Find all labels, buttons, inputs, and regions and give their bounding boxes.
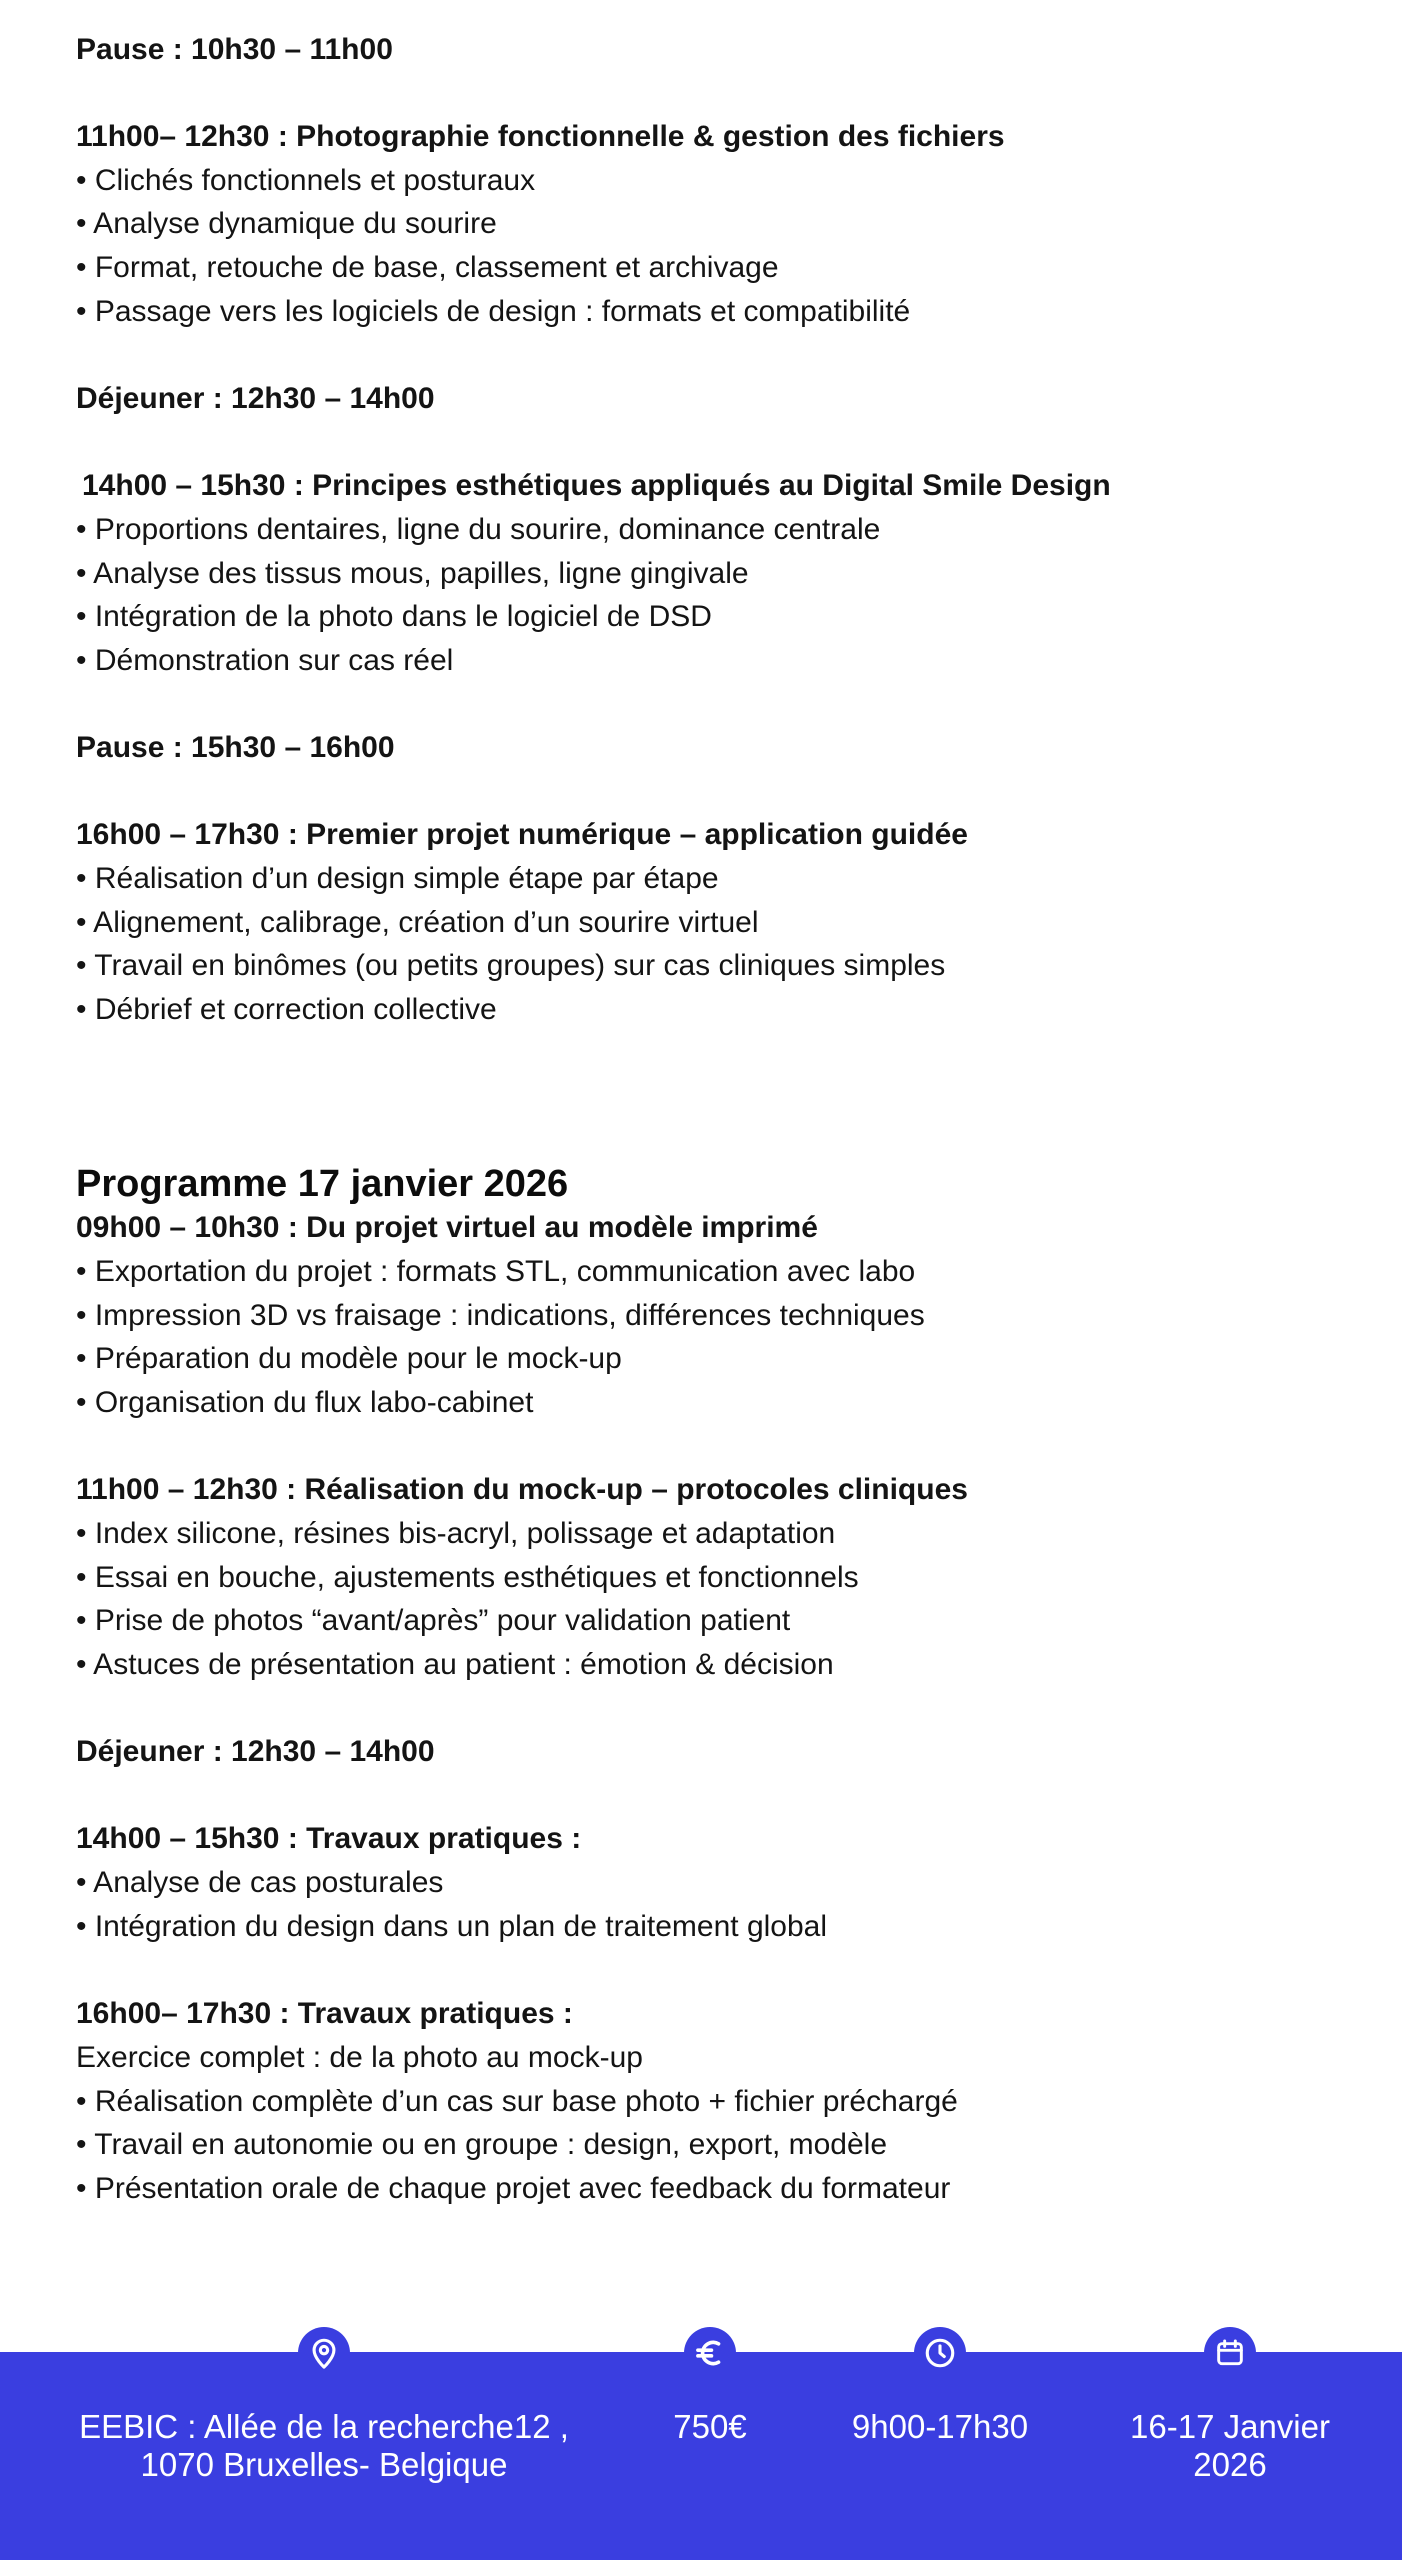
program-day-heading: Programme 17 janvier 2026 (76, 1163, 569, 1205)
list-item: • Débrief et correction collective (76, 993, 497, 1026)
list-item: • Astuces de présentation au patient : émotion & décision (76, 1648, 834, 1681)
list-item: • Passage vers les logiciels de design : formats et compatibilité (76, 295, 911, 328)
list-item: • Présentation orale de chaque projet avec feedback du formateur (76, 2172, 951, 2205)
price-text: 750€ (673, 2408, 747, 2445)
info-footer (0, 2352, 1402, 2560)
session-title: 14h00 – 15h30 : Principes esthétiques appliqués au Digital Smile Design (82, 469, 1111, 502)
list-item: • Analyse des tissus mous, papilles, ligne gingivale (76, 557, 749, 590)
list-item: • Réalisation complète d’un cas sur base photo + fichier préchargé (76, 2085, 958, 2118)
date-line2: 2026 (1193, 2446, 1267, 2483)
list-item: • Préparation du modèle pour le mock-up (76, 1342, 622, 1375)
location-line1: EEBIC : Allée de la recherche12 , (79, 2408, 569, 2445)
location-line2: 1070 Bruxelles- Belgique (140, 2446, 508, 2483)
list-item: • Alignement, calibrage, création d’un sourire virtuel (76, 906, 759, 939)
list-item: • Index silicone, résines bis-acryl, polissage et adaptation (76, 1517, 836, 1550)
map-pin-icon (298, 2327, 350, 2379)
list-item: • Démonstration sur cas réel (76, 644, 454, 677)
clock-icon (914, 2327, 966, 2379)
session-title: 09h00 – 10h30 : Du projet virtuel au modèle imprimé (76, 1211, 818, 1244)
lunch-heading: Déjeuner : 12h30 – 14h00 (76, 1735, 435, 1768)
list-item: • Clichés fonctionnels et posturaux (76, 164, 536, 197)
list-item: • Analyse dynamique du sourire (76, 207, 497, 240)
date-line1: 16-17 Janvier (1130, 2408, 1330, 2445)
list-item: • Intégration du design dans un plan de traitement global (76, 1910, 828, 1943)
pause-heading: Pause : 15h30 – 16h00 (76, 731, 395, 764)
list-item: • Organisation du flux labo-cabinet (76, 1386, 534, 1419)
session-title: 14h00 – 15h30 : Travaux pratiques : (76, 1822, 582, 1855)
list-item: • Réalisation d’un design simple étape par étape (76, 862, 719, 895)
hours-text: 9h00-17h30 (851, 2408, 1029, 2445)
list-item: • Impression 3D vs fraisage : indications, différences techniques (76, 1299, 925, 1332)
euro-icon (684, 2327, 736, 2379)
session-title: 11h00– 12h30 : Photographie fonctionnelle & gestion des fichiers (76, 120, 1005, 153)
pause-heading: Pause : 10h30 – 11h00 (76, 33, 393, 66)
list-item: • Travail en autonomie ou en groupe : design, export, modèle (76, 2128, 888, 2161)
session-title: 16h00 – 17h30 : Premier projet numérique – application guidée (76, 818, 968, 851)
session-title: 16h00– 17h30 : Travaux pratiques : (76, 1997, 573, 2030)
list-item: • Prise de photos “avant/après” pour validation patient (76, 1604, 791, 1637)
session-title: 11h00 – 12h30 : Réalisation du mock-up – protocoles cliniques (76, 1473, 968, 1506)
list-item: • Exportation du projet : formats STL, communication avec labo (76, 1255, 916, 1288)
lunch-heading: Déjeuner : 12h30 – 14h00 (76, 382, 435, 415)
session-subtitle: Exercice complet : de la photo au mock-up (76, 2041, 643, 2074)
list-item: • Travail en binômes (ou petits groupes) sur cas cliniques simples (76, 949, 946, 982)
calendar-icon (1204, 2327, 1256, 2379)
list-item: • Format, retouche de base, classement et archivage (76, 251, 779, 284)
list-item: • Analyse de cas posturales (76, 1866, 444, 1899)
list-item: • Essai en bouche, ajustements esthétiques et fonctionnels (76, 1561, 859, 1594)
list-item: • Intégration de la photo dans le logiciel de DSD (76, 600, 712, 633)
list-item: • Proportions dentaires, ligne du sourire, dominance centrale (76, 513, 881, 546)
